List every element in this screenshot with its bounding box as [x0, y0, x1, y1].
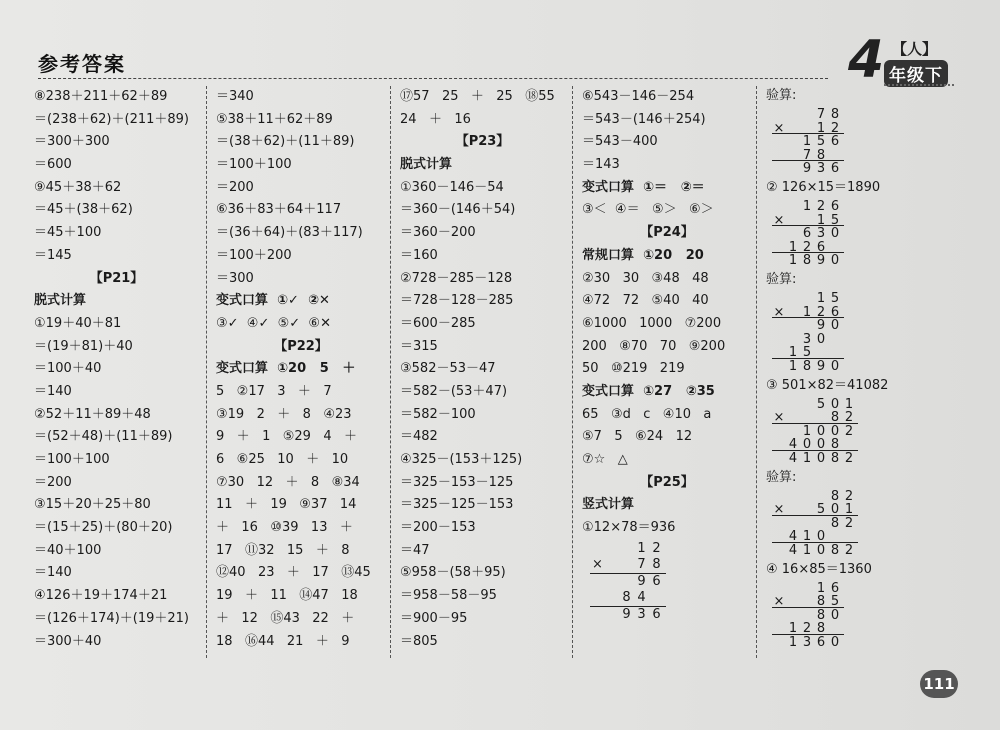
answer-line: ①19＋40＋81 — [34, 315, 122, 331]
answer-line: ④126＋19＋174＋21 — [34, 588, 168, 604]
vertical-multiplication — [772, 396, 862, 468]
answer-line: ＝582－(53＋47) — [400, 383, 508, 399]
digit: 5 — [830, 594, 840, 610]
sum-rule — [772, 317, 844, 318]
answer-line: ＝45＋100 — [34, 225, 102, 241]
digit: 2 — [802, 621, 812, 637]
sum-rule — [772, 607, 844, 608]
sum-rule — [772, 423, 858, 424]
answer-line: 65 ③d c ④10 a — [582, 406, 712, 422]
section-heading: 【P22】 — [274, 338, 328, 354]
digit: 1 — [802, 423, 812, 439]
digit: 5 — [802, 345, 812, 361]
answer-line: ①12×78＝936 — [582, 520, 676, 536]
times-sign: × — [773, 410, 785, 426]
answer-line: ②30 30 ③48 48 — [582, 270, 709, 286]
answer-line: ＝958－58－95 — [400, 588, 497, 604]
vertical-multiplication — [772, 488, 862, 560]
digit: 4 — [788, 529, 798, 545]
times-sign: × — [773, 594, 785, 610]
answer-line: ⑥1000 1000 ⑦200 — [582, 315, 722, 331]
answer-line: ＝600 — [34, 157, 72, 173]
times-sign: × — [592, 557, 603, 573]
answer-line: ④325－(153＋125) — [400, 452, 523, 467]
page-number: 111 — [920, 670, 958, 698]
digit: 6 — [802, 226, 812, 242]
digit: 0 — [830, 318, 840, 334]
answer-line: ③582－53－47 — [400, 361, 496, 377]
times-sign: × — [773, 304, 785, 320]
answer-line: ＝200 — [34, 474, 72, 490]
answer-line: 11 ＋ 19 ⑨37 14 — [216, 497, 357, 513]
digit: 3 — [816, 226, 826, 242]
digit: 1 — [788, 253, 798, 269]
digit: 8 — [830, 437, 840, 453]
digit: 8 — [816, 607, 826, 623]
vertical-multiplication — [772, 290, 848, 376]
digit: 8 — [802, 253, 812, 269]
digit: 0 — [802, 437, 812, 453]
answer-line: ＝(126＋174)＋(19＋21) — [34, 610, 189, 626]
digit: 3 — [802, 634, 812, 650]
digit: 6 — [830, 199, 840, 214]
answer-line: 6 ⑥25 10 ＋ 10 — [216, 452, 349, 467]
answer-line: ＝(238＋62)＋(211＋89) — [34, 111, 189, 127]
answer-line: ＋ 16 ⑩39 13 ＋ — [216, 520, 353, 536]
answer-line: ＝(52＋48)＋(11＋89) — [34, 429, 173, 445]
digit: 9 — [816, 318, 826, 334]
answer-line: ＝543－(146＋254) — [582, 111, 706, 127]
answer-line: ⑰57 25 ＋ 25 ⑱55 — [400, 89, 555, 104]
answer-line: 5 ②17 3 ＋ 7 — [216, 383, 332, 399]
digit: 8 — [802, 359, 812, 374]
answer-line: ＝315 — [400, 338, 438, 354]
answer-line: ＝(36＋64)＋(83＋117) — [216, 225, 363, 241]
vertical-multiplication — [772, 580, 848, 652]
answer-column-4 — [582, 86, 752, 626]
digit: 2 — [816, 199, 826, 214]
digit: 9 — [802, 161, 812, 177]
grade-badge — [848, 30, 958, 92]
digit: 2 — [830, 120, 840, 136]
answer-line: ＝805 — [400, 633, 438, 649]
digit: 6 — [830, 580, 840, 596]
digit: 5 — [816, 396, 826, 412]
digit: 9 — [816, 253, 826, 269]
digit: 4 — [788, 450, 798, 466]
digit: 6 — [652, 606, 661, 622]
answer-line: ＝145 — [34, 247, 72, 263]
answer-line: ②728－285－128 — [400, 270, 513, 286]
digit: 1 — [844, 396, 854, 412]
digit: 1 — [816, 212, 826, 228]
digit: 4 — [788, 437, 798, 453]
answer-column-3 — [400, 86, 565, 653]
digit: 0 — [830, 253, 840, 269]
answer-line: ＝728－128－285 — [400, 293, 514, 309]
answer-line: ＝325－153－125 — [400, 474, 514, 490]
digit: 1 — [802, 450, 812, 466]
exercise-heading: 竖式计算 — [582, 497, 635, 513]
answer-line: ⑦30 12 ＋ 8 ⑧34 — [216, 474, 360, 490]
column-divider — [756, 86, 757, 658]
column-divider — [206, 86, 207, 658]
sum-rule — [772, 515, 858, 516]
digit: 1 — [816, 580, 826, 596]
digit: 1 — [844, 502, 854, 518]
grade-label: 年级下 — [884, 60, 948, 87]
answer-line: 24 ＋ 16 — [400, 111, 471, 127]
digit: 0 — [816, 331, 826, 347]
digit: 0 — [830, 502, 840, 518]
answer-line: 200 ⑧70 70 ⑨200 — [582, 338, 726, 354]
answer-column-1 — [34, 86, 199, 653]
answer-line: ＝100＋100 — [216, 157, 292, 173]
edition-label: 【人】 — [892, 40, 938, 58]
sum-rule — [772, 160, 844, 161]
answer-line: ③19 2 ＋ 8 ④23 — [216, 406, 352, 422]
column-divider — [572, 86, 573, 658]
answer-column-5 — [766, 86, 916, 652]
answer-line: ＝140 — [34, 565, 72, 581]
digit: 1 — [816, 291, 826, 306]
answer-line: ②52＋11＋89＋48 — [34, 406, 151, 422]
digit: 9 — [637, 573, 646, 589]
times-sign: × — [773, 502, 785, 518]
digit: 0 — [830, 396, 840, 412]
digit: 0 — [830, 634, 840, 650]
digit: 5 — [816, 502, 826, 518]
digit: 2 — [816, 304, 826, 320]
check-label: ④ 16×85＝1360 — [766, 561, 872, 577]
answer-column-2 — [216, 86, 386, 653]
digit: 6 — [652, 573, 661, 589]
answer-line: ＝325－125－153 — [400, 497, 514, 513]
digit: 2 — [844, 410, 854, 426]
answer-line: ＝(19＋81)＋40 — [34, 338, 133, 354]
digit: 1 — [802, 199, 812, 214]
sum-rule — [772, 542, 858, 543]
answer-line: ＝900－95 — [400, 610, 468, 626]
digit: 5 — [830, 291, 840, 306]
answer-line: ③15＋20＋25＋80 — [34, 497, 151, 513]
vertical-multiplication — [772, 106, 848, 178]
digit: 8 — [816, 621, 826, 637]
digit: 6 — [830, 161, 840, 177]
answer-line: ＝160 — [400, 247, 438, 263]
vertical-multiplication — [772, 198, 848, 270]
answer-line: ＝100＋100 — [34, 452, 110, 467]
sum-rule — [772, 225, 844, 226]
answer-line: ＝(38＋62)＋(11＋89) — [216, 134, 355, 150]
digit: 6 — [830, 304, 840, 320]
answer-line: ＝582－100 — [400, 406, 476, 422]
digit: 1 — [802, 529, 812, 545]
digit: 8 — [830, 542, 840, 558]
digit: 5 — [830, 212, 840, 228]
digit: 8 — [622, 590, 631, 606]
sum-rule — [772, 358, 844, 359]
answer-line: ＝200 — [216, 179, 254, 195]
title-divider — [38, 78, 828, 79]
sum-rule — [590, 606, 666, 607]
digit: 2 — [844, 488, 854, 504]
digit: 0 — [830, 359, 840, 374]
times-sign: × — [773, 212, 785, 228]
section-heading: 【P25】 — [640, 474, 694, 490]
digit: 0 — [816, 529, 826, 545]
digit: 3 — [816, 161, 826, 177]
digit: 1 — [637, 540, 646, 556]
answer-line: ＋ 12 ⑮43 22 ＋ — [216, 610, 355, 626]
digit: 2 — [844, 542, 854, 558]
digit: 1 — [802, 542, 812, 558]
answer-line: 19 ＋ 11 ⑭47 18 — [216, 588, 358, 604]
digit: 2 — [802, 239, 812, 255]
digit: 0 — [830, 607, 840, 623]
check-label: ② 126×15＝1890 — [766, 180, 881, 195]
answer-line: ③✓ ④✓ ⑤✓ ⑥✕ — [216, 315, 331, 331]
digit: 1 — [788, 345, 798, 361]
digit: 1 — [788, 239, 798, 255]
answer-line: ＝543－400 — [582, 134, 658, 150]
digit: 7 — [637, 557, 646, 573]
section-heading: 【P23】 — [455, 134, 510, 150]
exercise-heading: 脱式计算 — [34, 293, 87, 309]
digit: 7 — [816, 107, 826, 122]
answer-line: ＝100＋200 — [216, 247, 292, 263]
digit: 7 — [802, 147, 812, 163]
answer-line: ＝300＋300 — [34, 134, 110, 150]
digit: 2 — [844, 515, 854, 531]
sum-rule — [772, 133, 844, 134]
check-label: 验算: — [766, 88, 797, 103]
answer-line: ＝300 — [216, 270, 254, 286]
digit: 8 — [830, 410, 840, 426]
answer-line: ＝600－285 — [400, 315, 476, 331]
digit: 0 — [816, 423, 826, 439]
answer-line: 50 ⑩219 219 — [582, 361, 685, 377]
digit: 8 — [830, 107, 840, 122]
answer-line: ⑦☆ △ — [582, 452, 628, 467]
digit: 3 — [802, 331, 812, 347]
digit: 8 — [816, 594, 826, 610]
answer-line: ＝143 — [582, 157, 620, 173]
digit: 1 — [802, 134, 812, 150]
digit: 2 — [844, 423, 854, 439]
answer-line: ＝(15＋25)＋(80＋20) — [34, 520, 173, 536]
answer-line: ⑥543－146－254 — [582, 89, 695, 104]
digit: 8 — [830, 515, 840, 531]
answer-line: ③＜ ④＝ ⑤＞ ⑥＞ — [582, 202, 714, 218]
exercise-heading: 常规口算 ①20 20 — [582, 247, 704, 263]
answer-line: ⑧238＋211＋62＋89 — [34, 89, 168, 104]
digit: 8 — [830, 450, 840, 466]
exercise-heading: 变式口算 ①27 ②35 — [582, 383, 715, 399]
answer-line: ＝360－(146＋54) — [400, 202, 516, 218]
digit: 2 — [844, 450, 854, 466]
digit: 5 — [816, 134, 826, 150]
answer-line: ＝482 — [400, 429, 438, 445]
exercise-heading: 变式口算 ①✓ ②✕ — [216, 293, 330, 309]
answer-line: ⑥36＋83＋64＋117 — [216, 202, 342, 218]
sum-rule — [590, 573, 666, 574]
digit: 6 — [816, 634, 826, 650]
answer-line: ⑫40 23 ＋ 17 ⑬45 — [216, 565, 371, 581]
digit: 0 — [830, 423, 840, 439]
page-title: 参考答案 — [38, 52, 126, 76]
digit: 1 — [802, 304, 812, 320]
answer-line: ＝45＋(38＋62) — [34, 202, 133, 218]
answer-line: ⑤7 5 ⑥24 12 — [582, 429, 693, 445]
digit: 1 — [788, 359, 798, 374]
digit: 4 — [637, 590, 646, 606]
answer-line: ＝360－200 — [400, 225, 476, 241]
answer-line: 9 ＋ 1 ⑤29 4 ＋ — [216, 429, 357, 445]
answer-line: ⑤38＋11＋62＋89 — [216, 111, 333, 127]
answer-line: 18 ⑯44 21 ＋ 9 — [216, 633, 350, 649]
digit: 3 — [637, 606, 646, 622]
digit: 0 — [816, 450, 826, 466]
check-label: ③ 501×82＝41082 — [766, 377, 889, 393]
sum-rule — [772, 634, 844, 635]
digit: 1 — [788, 634, 798, 650]
answer-line: ＝40＋100 — [34, 542, 102, 558]
answer-line: ＝200－153 — [400, 520, 476, 536]
digit: 8 — [652, 557, 661, 573]
sum-rule — [772, 252, 844, 253]
exercise-heading: 变式口算 ①20 5 ＋ — [216, 361, 356, 377]
answer-line: ④72 72 ⑤40 40 — [582, 293, 709, 309]
answer-line: ＝140 — [34, 383, 72, 399]
section-heading: 【P24】 — [640, 225, 694, 241]
exercise-heading: 脱式计算 — [400, 157, 453, 173]
column-divider — [390, 86, 391, 658]
grade-number: 4 — [848, 30, 885, 90]
answer-line: ＝300＋40 — [34, 633, 102, 649]
digit: 0 — [830, 226, 840, 242]
answer-line: ⑤958－(58＋95) — [400, 565, 506, 581]
vertical-multiplication — [590, 540, 670, 627]
digit: 0 — [816, 542, 826, 558]
answer-line: ＝340 — [216, 89, 254, 104]
check-label: 验算: — [766, 469, 797, 485]
answer-line: ＝100＋40 — [34, 361, 102, 377]
digit: 1 — [788, 621, 798, 637]
digit: 1 — [816, 120, 826, 136]
exercise-heading: 变式口算 ①＝ ②＝ — [582, 179, 705, 195]
times-sign: × — [773, 120, 785, 136]
answer-line: ＝47 — [400, 542, 430, 558]
check-label: 验算: — [766, 272, 797, 287]
digit: 8 — [830, 488, 840, 504]
answer-line: 17 ⑪32 15 ＋ 8 — [216, 542, 350, 558]
digit: 2 — [652, 540, 661, 556]
sum-rule — [772, 450, 858, 451]
section-heading: 【P21】 — [89, 270, 144, 286]
digit: 6 — [816, 239, 826, 255]
digit: 9 — [622, 606, 631, 622]
digit: 4 — [788, 542, 798, 558]
answer-line: ①360－146－54 — [400, 179, 504, 195]
digit: 0 — [816, 437, 826, 453]
answer-line: ⑨45＋38＋62 — [34, 179, 122, 195]
digit: 6 — [830, 134, 840, 150]
digit: 9 — [816, 359, 826, 374]
digit: 8 — [816, 147, 826, 163]
